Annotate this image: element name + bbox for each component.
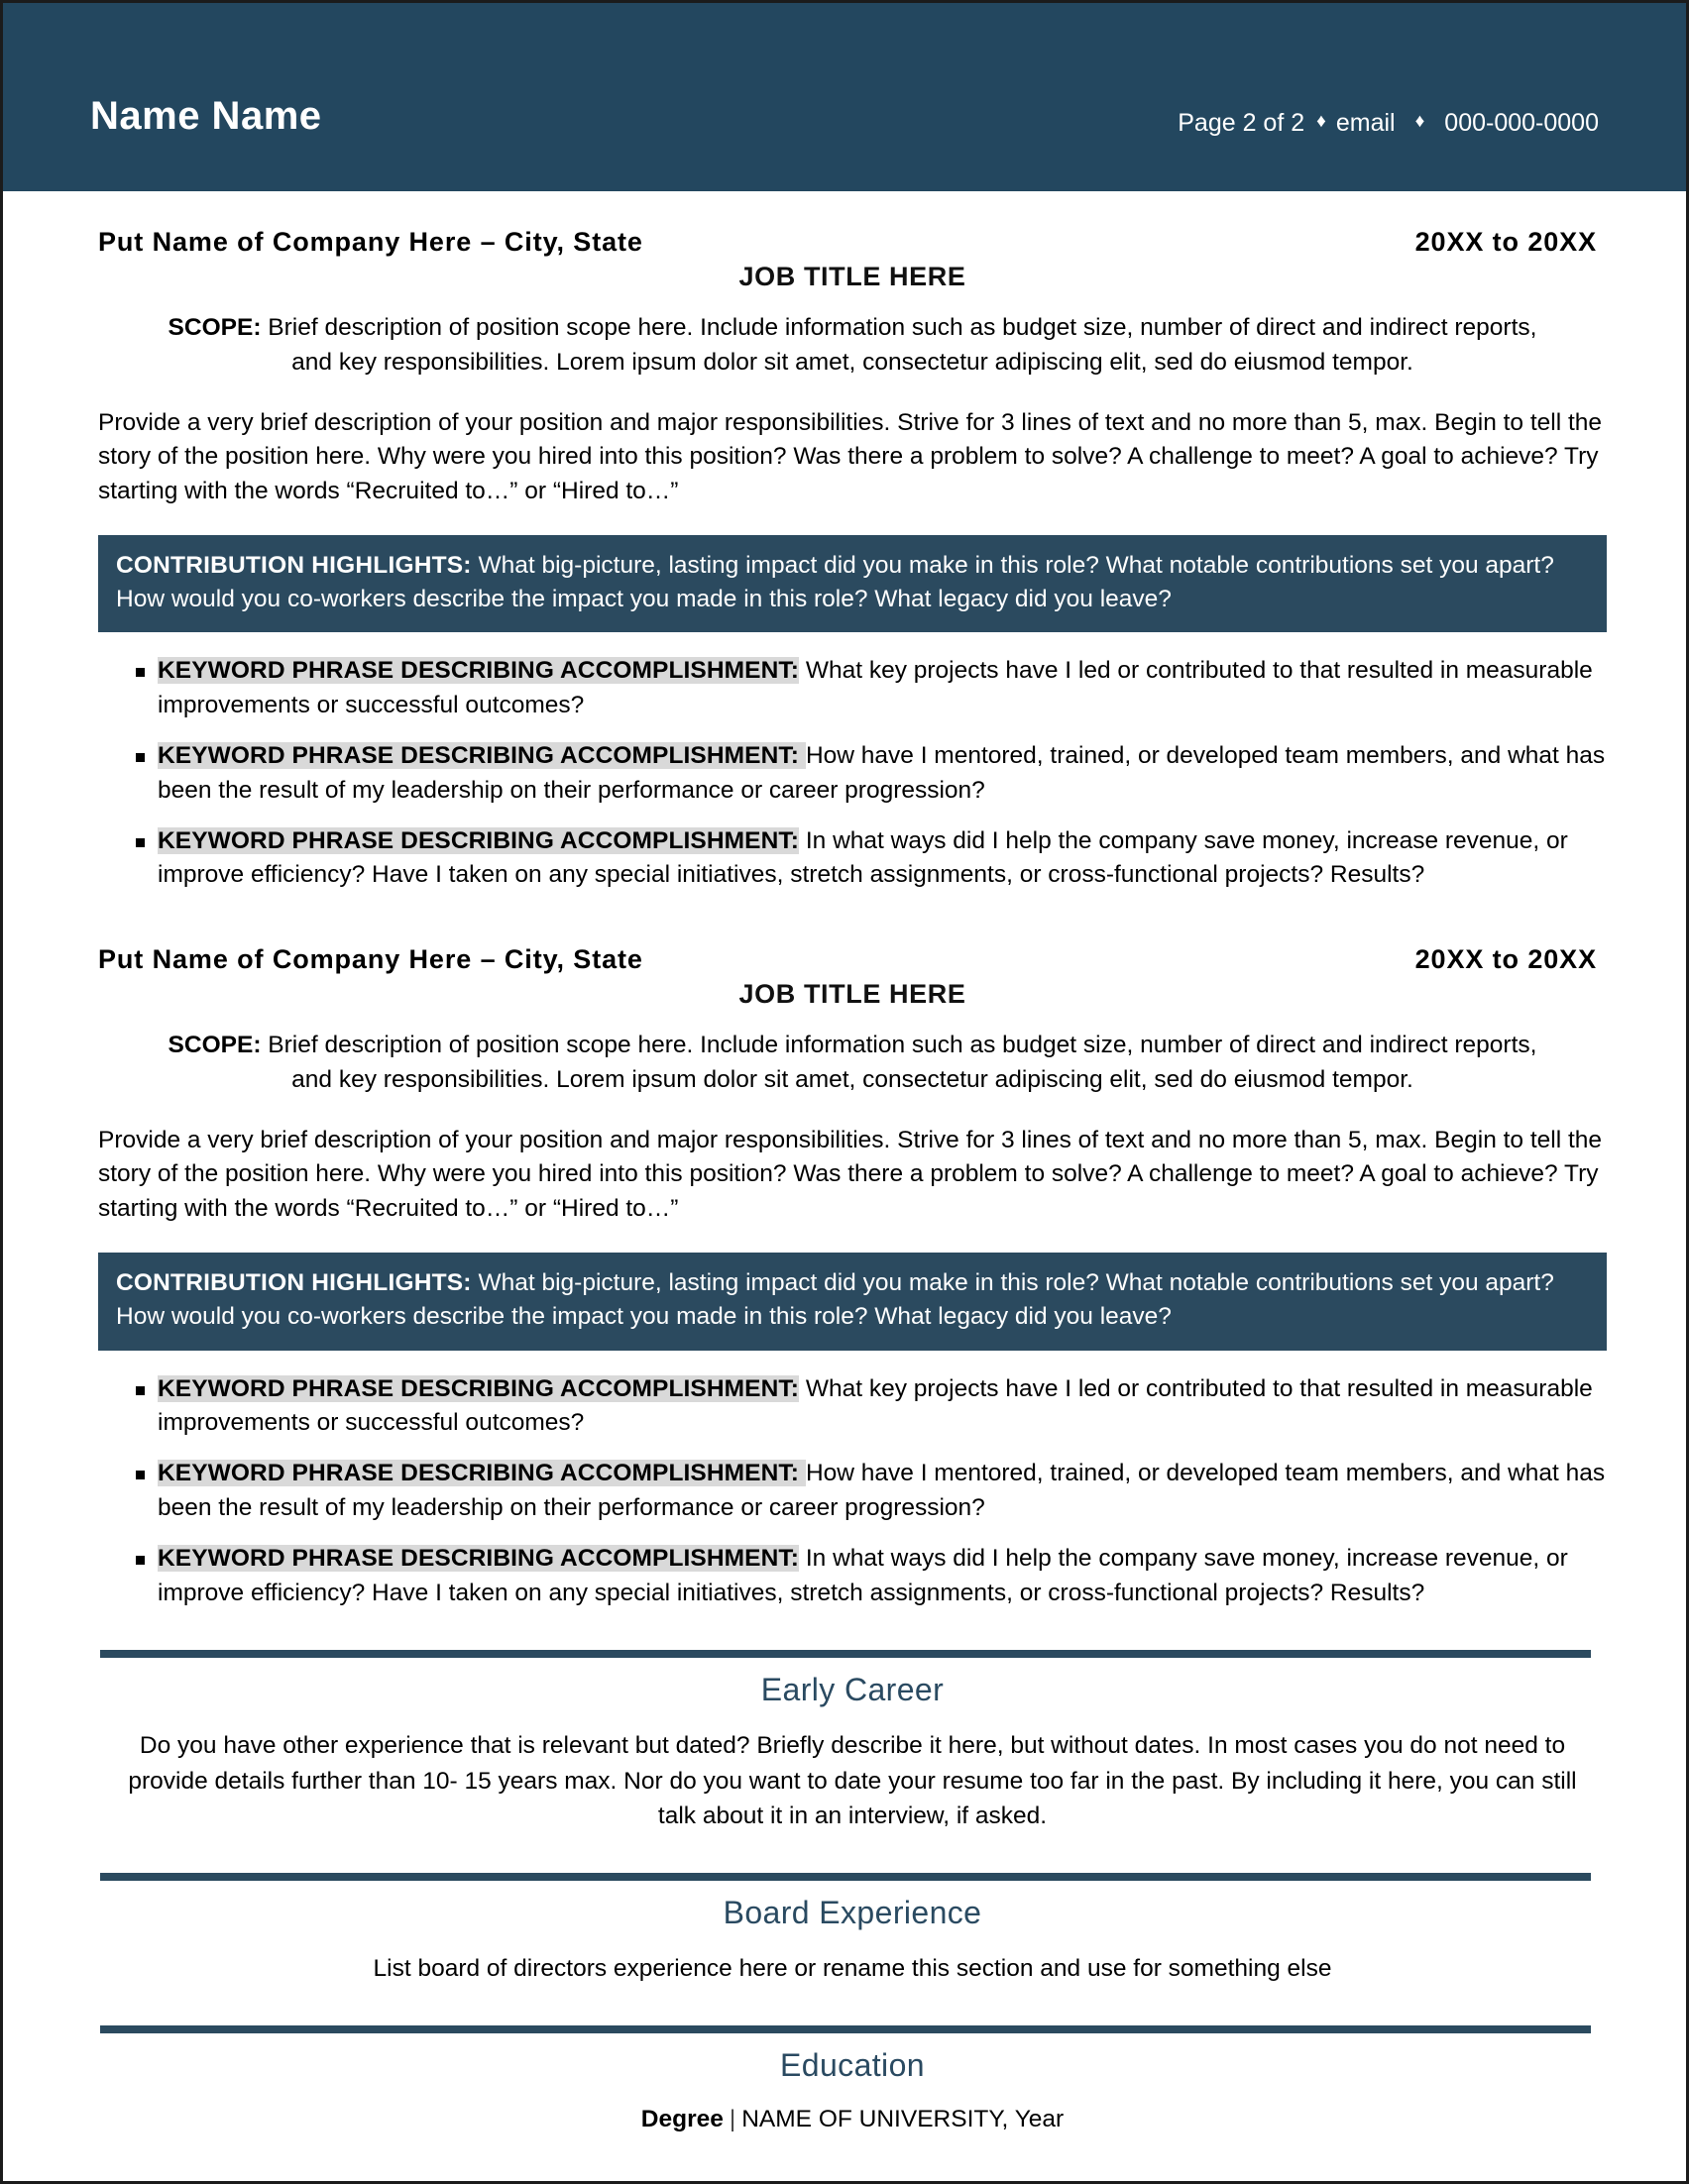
- education-entry: [98, 2106, 1607, 2133]
- job-header-row: [98, 909, 1607, 975]
- keyword-phrase: KEYWORD PHRASE DESCRIBING ACCOMPLISHMENT:: [158, 657, 800, 685]
- contribution-highlights-label: CONTRIBUTION HIGHLIGHTS:: [116, 551, 472, 579]
- scope-paragraph: [154, 1028, 1551, 1098]
- header-contact-info: [1178, 111, 1599, 136]
- list-item: [98, 1542, 1607, 1611]
- contribution-highlights-text: What big-picture, lasting impact did you make in this role? What notable contributions set you apart? How would you co-workers describe the impact you made in this role? What legacy did you leave?: [116, 1269, 1554, 1331]
- accomplishment-text: In what ways did I help the company save money, increase revenue, or improve efficiency? Have I taken on any special initiatives, stretch assignments, or cross-functional projects? Results?: [158, 1544, 1568, 1606]
- pipe-separator-icon: |: [729, 2106, 736, 2133]
- keyword-phrase: KEYWORD PHRASE DESCRIBING ACCOMPLISHMENT:: [158, 1544, 800, 1572]
- section-divider: [100, 1650, 1591, 1658]
- job-title: JOB TITLE HERE: [738, 262, 966, 291]
- scope-text: Brief description of position scope here. Include information such as budget size, number of direct and indirect reports, and key responsibilities. Lorem ipsum dolor sit amet, consectetur adipiscing elit, sed do eiusmod tempor.: [261, 1032, 1537, 1094]
- candidate-name: Name Name: [90, 94, 322, 138]
- section-body: Do you have other experience that is relevant but dated? Briefly describe it here, but without dates. In most cases you do not need to provide details further than 10- 15 years max. Nor do you want to date your resume too far in the past. By including it here, you can still talk about it in an interview, if asked.: [128, 1732, 1577, 1829]
- diamond-separator-icon: ♦: [1414, 111, 1425, 132]
- section-divider: [100, 1873, 1591, 1881]
- accomplishment-text: What key projects have I led or contributed to that resulted in measurable improvements or successful outcomes?: [158, 1374, 1593, 1437]
- scope-text: Brief description of position scope here. Include information such as budget size, number of direct and indirect reports, and key responsibilities. Lorem ipsum dolor sit amet, consectetur adipiscing elit, sed do eiusmod tempor.: [261, 314, 1537, 377]
- accomplishment-text: What key projects have I led or contributed to that resulted in measurable improvements or successful outcomes?: [158, 657, 1593, 719]
- company-name: Put Name of Company Here – City, State: [98, 227, 643, 257]
- institution-name: NAME OF UNIVERSITY, Year: [741, 2106, 1065, 2133]
- accomplishment-text: How have I mentored, trained, or developed team members, and what has been the result of my leadership on their performance or career progression?: [158, 1460, 1606, 1521]
- keyword-phrase: KEYWORD PHRASE DESCRIBING ACCOMPLISHMENT:: [158, 742, 806, 770]
- job-title: JOB TITLE HERE: [738, 979, 966, 1010]
- section-board-experience: [98, 1873, 1607, 1986]
- section-title: Early Career: [760, 1672, 945, 1708]
- employment-dates: 20XX to 20XX: [1414, 227, 1597, 257]
- section-early-career: [98, 1650, 1607, 1833]
- page-header: [3, 3, 1686, 191]
- list-item: [98, 654, 1607, 723]
- section-body: List board of directors experience here or rename this section and use for something else: [373, 1955, 1332, 1983]
- list-item: [98, 1372, 1607, 1442]
- job-entry: [98, 191, 1607, 893]
- contribution-highlights-label: CONTRIBUTION HIGHLIGHTS:: [116, 1269, 472, 1297]
- contribution-highlights-text: What big-picture, lasting impact did you make in this role? What notable contributions set you apart? How would you co-workers describe the impact you made in this role? What legacy did you leave?: [116, 551, 1554, 613]
- company-name: Put Name of Company Here – City, State: [98, 944, 643, 975]
- diamond-separator-icon: ♦: [1316, 111, 1326, 132]
- scope-paragraph: [154, 310, 1551, 381]
- section-title: Education: [780, 2047, 925, 2084]
- section-divider: [100, 2025, 1591, 2033]
- phone-label: 000-000-0000: [1444, 109, 1599, 137]
- accomplishment-list: [98, 654, 1607, 893]
- position-summary: Provide a very brief description of your position and major responsibilities. Strive for 3 lines of text and no more than 5, max. Begin to tell the story of the position here. Why were you hired into this position? Was there a problem to solve? A challenge to meet? A goal to achieve? Try starting with the words “Recruited to…” or “Hired to…”: [98, 1126, 1603, 1223]
- accomplishment-text: In what ways did I help the company save money, increase revenue, or improve efficiency? Have I taken on any special initiatives, stretch assignments, or cross-functional projects? Results?: [158, 826, 1568, 889]
- scope-label: SCOPE:: [168, 314, 262, 341]
- contribution-highlights-banner: [98, 535, 1607, 633]
- employment-dates: 20XX to 20XX: [1414, 944, 1597, 975]
- accomplishment-list: [98, 1372, 1607, 1611]
- list-item: [98, 739, 1607, 809]
- keyword-phrase: KEYWORD PHRASE DESCRIBING ACCOMPLISHMENT:: [158, 1460, 806, 1487]
- list-item: [98, 1457, 1607, 1526]
- resume-body: [3, 191, 1686, 2133]
- job-header-row: [98, 191, 1607, 258]
- keyword-phrase: KEYWORD PHRASE DESCRIBING ACCOMPLISHMENT:: [158, 1374, 800, 1402]
- email-label: email: [1335, 109, 1396, 137]
- list-item: [98, 824, 1607, 894]
- degree-label: Degree: [640, 2106, 724, 2133]
- position-summary: Provide a very brief description of your position and major responsibilities. Strive for 3 lines of text and no more than 5, max. Begin to tell the story of the position here. Why were you hired into this position? Was there a problem to solve? A challenge to meet? A goal to achieve? Try starting with the words “Recruited to…” or “Hired to…”: [98, 408, 1603, 505]
- keyword-phrase: KEYWORD PHRASE DESCRIBING ACCOMPLISHMENT:: [158, 826, 800, 854]
- section-title: Board Experience: [723, 1895, 982, 1931]
- contribution-highlights-banner: [98, 1253, 1607, 1351]
- job-entry: [98, 909, 1607, 1610]
- accomplishment-text: How have I mentored, trained, or developed team members, and what has been the result of my leadership on their performance or career progression?: [158, 742, 1606, 804]
- section-education: [98, 2025, 1607, 2133]
- page-number-label: Page 2 of 2: [1178, 109, 1305, 137]
- scope-label: SCOPE:: [168, 1032, 262, 1059]
